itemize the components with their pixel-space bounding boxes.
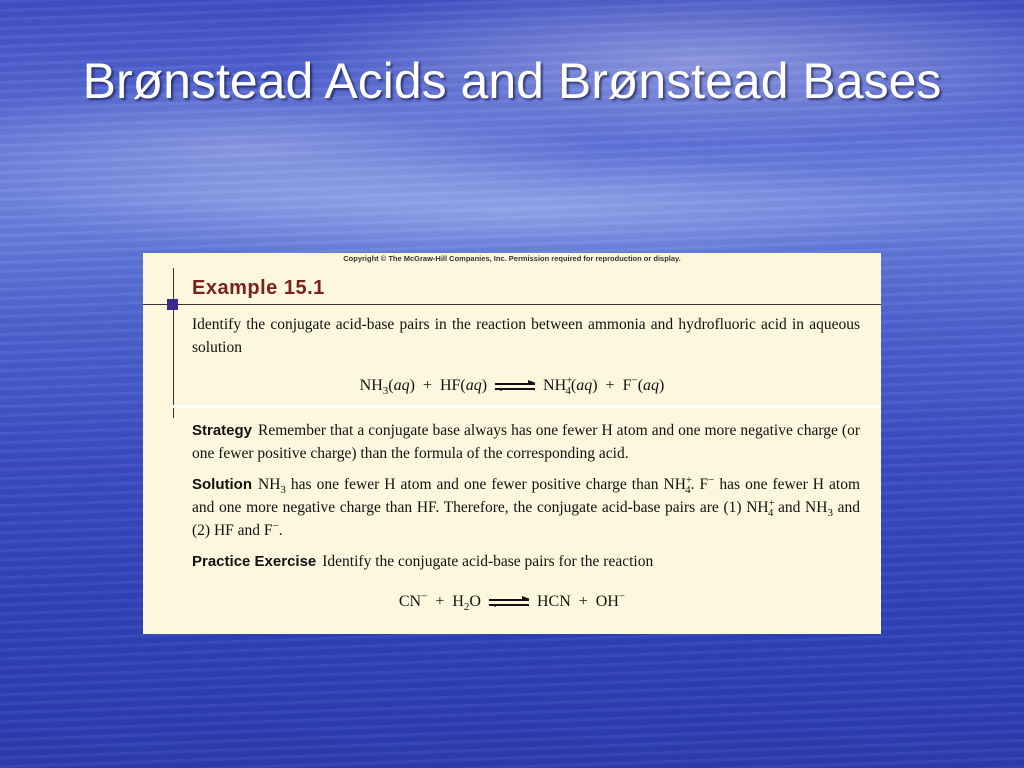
reaction-equation-2: $CN^- + H_2O$ HCN + OH− [398, 590, 626, 614]
strategy-paragraph: Strategy Remember that a conjugate base always has one fewer H atom and one more negative charge (or one fewer positive charge) than the formula of the corresponding acid. [192, 422, 860, 462]
textbook-example-figure [143, 253, 881, 634]
section-divider [173, 405, 881, 408]
reaction-equation-1: $NH_3(aq) + HF(aq)$ $NH^+_4(aq) + F^-(aq)$ [359, 374, 665, 398]
practice-exercise-paragraph: Practice Exercise Identify the conjugate acid-base pairs for the reaction [192, 553, 654, 570]
practice-exercise-label: Practice Exercise [192, 553, 317, 570]
example-heading: Example 15.1 [192, 277, 325, 299]
vertical-rule [173, 268, 174, 418]
square-marker-icon [167, 299, 178, 310]
copyright-notice: Copyright © The McGraw-Hill Companies, Inc. Permission required for reproduction or display. [343, 254, 681, 263]
solution-label: Solution [192, 476, 252, 493]
solution-paragraph: Solution $NH_3$ has one fewer H atom and one fewer positive charge than $NH^+_4$. F− has one fewer H atom and one more negative charge than HF. Therefore, the conjugate acid-base pairs are (1) $NH^+_4$ and $NH_3$ and (2) HF and F−. [192, 473, 861, 539]
equilibrium-arrow-icon [495, 381, 535, 391]
horizontal-rule [143, 304, 881, 305]
slide-title: Brønstead Acids and Brønstead Bases [82, 53, 942, 109]
problem-statement: Identify the conjugate acid-base pairs in the reaction between ammonia and hydrofluoric acid in aqueous solution [192, 316, 860, 356]
strategy-label: Strategy [192, 422, 253, 439]
equilibrium-arrow-icon [489, 597, 529, 607]
